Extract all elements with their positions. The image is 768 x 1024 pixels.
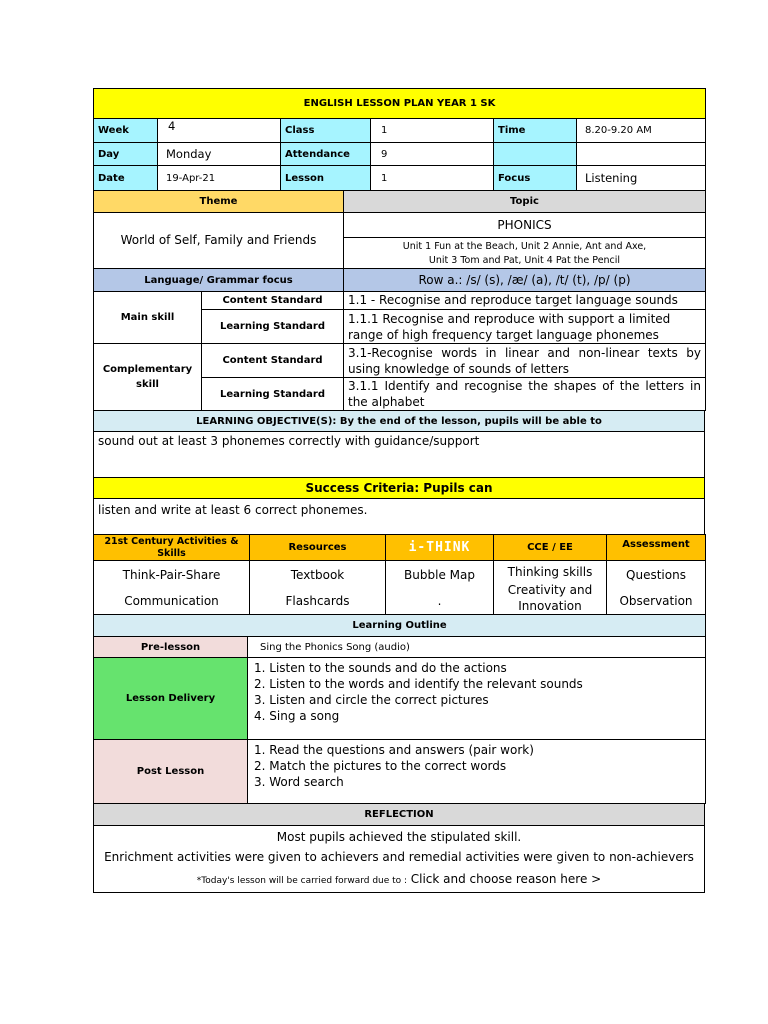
ithink-cell[interactable]: [386, 561, 494, 615]
main-skill-label: Main skill: [94, 292, 202, 344]
blank-cell: [577, 143, 706, 166]
week-label: Week: [94, 119, 158, 143]
topic-line-1[interactable]: Unit 1 Fun at the Beach, Unit 2 Annie, Ant and Axe,: [402, 241, 647, 252]
language-label: Language/ Grammar focus: [94, 269, 344, 292]
reflection-table: [93, 803, 705, 893]
main-content-standard-label: Content Standard: [202, 292, 344, 310]
resources-cell[interactable]: [250, 561, 386, 615]
theme-label: Theme: [94, 191, 344, 213]
reflection-label: REFLECTION: [94, 804, 705, 826]
resources-header: Resources: [250, 535, 386, 561]
cce-cell[interactable]: [494, 561, 607, 615]
language-value[interactable]: Row a.: /s/ (s), /æ/ (a), /t/ (t), /p/ (p): [344, 269, 706, 292]
activities-header: 21st Century Activities & Skills: [94, 535, 250, 561]
delivery-item: 3. Listen and circle the correct pictures: [254, 693, 489, 707]
comp-learning-standard[interactable]: 3.1.1 Identify and recognise the shapes of the letters in the alphabet: [344, 378, 706, 411]
success-criteria-label: Success Criteria: Pupils can: [94, 478, 705, 499]
activities-row: [94, 561, 706, 615]
activity-item: Think-Pair-Share: [122, 567, 221, 582]
attendance-value[interactable]: 9: [371, 143, 494, 166]
resource-item: Flashcards: [285, 593, 350, 608]
post-item: 1. Read the questions and answers (pair work): [254, 743, 534, 757]
objective-label: LEARNING OBJECTIVE(S): By the end of the lesson, pupils will be able to: [94, 411, 705, 432]
post-lesson-list[interactable]: [248, 740, 706, 804]
topic-label: Topic: [344, 191, 706, 213]
reflection-line-1: Most pupils achieved the stipulated skill.: [276, 830, 522, 844]
objectives-table: [93, 410, 705, 535]
activities-table: [93, 534, 706, 615]
theme-table: [93, 190, 706, 411]
carry-forward-reason-dropdown[interactable]: Click and choose reason here >: [410, 872, 602, 886]
pre-lesson-label: Pre-lesson: [94, 637, 248, 658]
lesson-delivery-list[interactable]: [248, 658, 706, 740]
resource-item: Textbook: [290, 567, 345, 582]
plan-title: ENGLISH LESSON PLAN YEAR 1 SK: [94, 89, 706, 119]
topic-title[interactable]: PHONICS: [344, 213, 705, 238]
ithink-item: Bubble Map: [404, 567, 475, 582]
lesson-value[interactable]: 1: [371, 166, 494, 191]
class-value[interactable]: 1: [371, 119, 494, 143]
complementary-skill-label: Complementary skill: [94, 344, 202, 411]
post-item: 3. Word search: [254, 775, 344, 789]
lesson-plan-sheet: [93, 88, 705, 893]
activity-cell[interactable]: [94, 561, 250, 615]
blank-cell: [494, 143, 577, 166]
carry-forward-note: *Today's lesson will be carried forward due to :: [196, 876, 408, 886]
activity-item: Communication: [124, 593, 219, 608]
topic-line-2[interactable]: Unit 3 Tom and Pat, Unit 4 Pat the Pencil: [428, 255, 621, 266]
class-label: Class: [281, 119, 371, 143]
main-learning-standard-label: Learning Standard: [202, 310, 344, 344]
main-content-standard[interactable]: 1.1 - Recognise and reproduce target language sounds: [344, 292, 706, 310]
day-value[interactable]: Monday: [158, 143, 281, 166]
delivery-item: 4. Sing a song: [254, 709, 340, 723]
cce-ee-header: CCE / EE: [494, 535, 607, 561]
comp-content-standard[interactable]: 3.1-Recognise words in linear and non-linear texts by using knowledge of sounds of letters: [344, 344, 706, 378]
delivery-item: 1. Listen to the sounds and do the actions: [254, 661, 507, 675]
date-label: Date: [94, 166, 158, 191]
carry-forward-line: [98, 868, 700, 892]
lesson-delivery-label: Lesson Delivery: [94, 658, 248, 740]
theme-value[interactable]: World of Self, Family and Friends: [94, 213, 344, 269]
post-lesson-label: Post Lesson: [94, 740, 248, 804]
focus-value[interactable]: Listening: [577, 166, 706, 191]
date-value[interactable]: 19-Apr-21: [158, 166, 281, 191]
learning-outline-label: Learning Outline: [94, 615, 706, 637]
main-learning-standard[interactable]: 1.1.1 Recognise and reproduce with support a limited range of high frequency target language phonemes: [344, 310, 706, 344]
assessment-header: Assessment: [607, 535, 706, 561]
assessment-item: Observation: [619, 593, 693, 608]
objective-value[interactable]: sound out at least 3 phonemes correctly with guidance/support: [94, 432, 705, 478]
cce-item: Creativity and Innovation: [507, 582, 593, 613]
topic-cell: [344, 213, 706, 269]
success-criteria-value[interactable]: listen and write at least 6 correct phonemes.: [94, 499, 705, 535]
reflection-line-2: Enrichment activities were given to achievers and remedial activities were given to non-achievers: [104, 850, 694, 864]
time-label: Time: [494, 119, 577, 143]
reflection-body[interactable]: [94, 826, 705, 893]
week-value[interactable]: 4: [158, 119, 281, 143]
day-label: Day: [94, 143, 158, 166]
outline-table: [93, 614, 706, 804]
lesson-label: Lesson: [281, 166, 371, 191]
assessment-item: Questions: [626, 567, 686, 582]
pre-lesson-value[interactable]: Sing the Phonics Song (audio): [248, 637, 706, 658]
time-value[interactable]: 8.20-9.20 AM: [577, 119, 706, 143]
post-item: 2. Match the pictures to the correct words: [254, 759, 507, 773]
ithink-item: .: [437, 593, 442, 608]
delivery-item: 2. Listen to the words and identify the relevant sounds: [254, 677, 583, 691]
ithink-label: i-THINK: [408, 540, 471, 555]
assessment-cell[interactable]: [607, 561, 706, 615]
attendance-label: Attendance: [281, 143, 371, 166]
comp-learning-standard-label: Learning Standard: [202, 378, 344, 411]
cce-item: Thinking skills: [507, 564, 593, 579]
focus-label: Focus: [494, 166, 577, 191]
info-table: [93, 88, 706, 191]
comp-content-standard-label: Content Standard: [202, 344, 344, 378]
ithink-logo: [386, 535, 494, 561]
